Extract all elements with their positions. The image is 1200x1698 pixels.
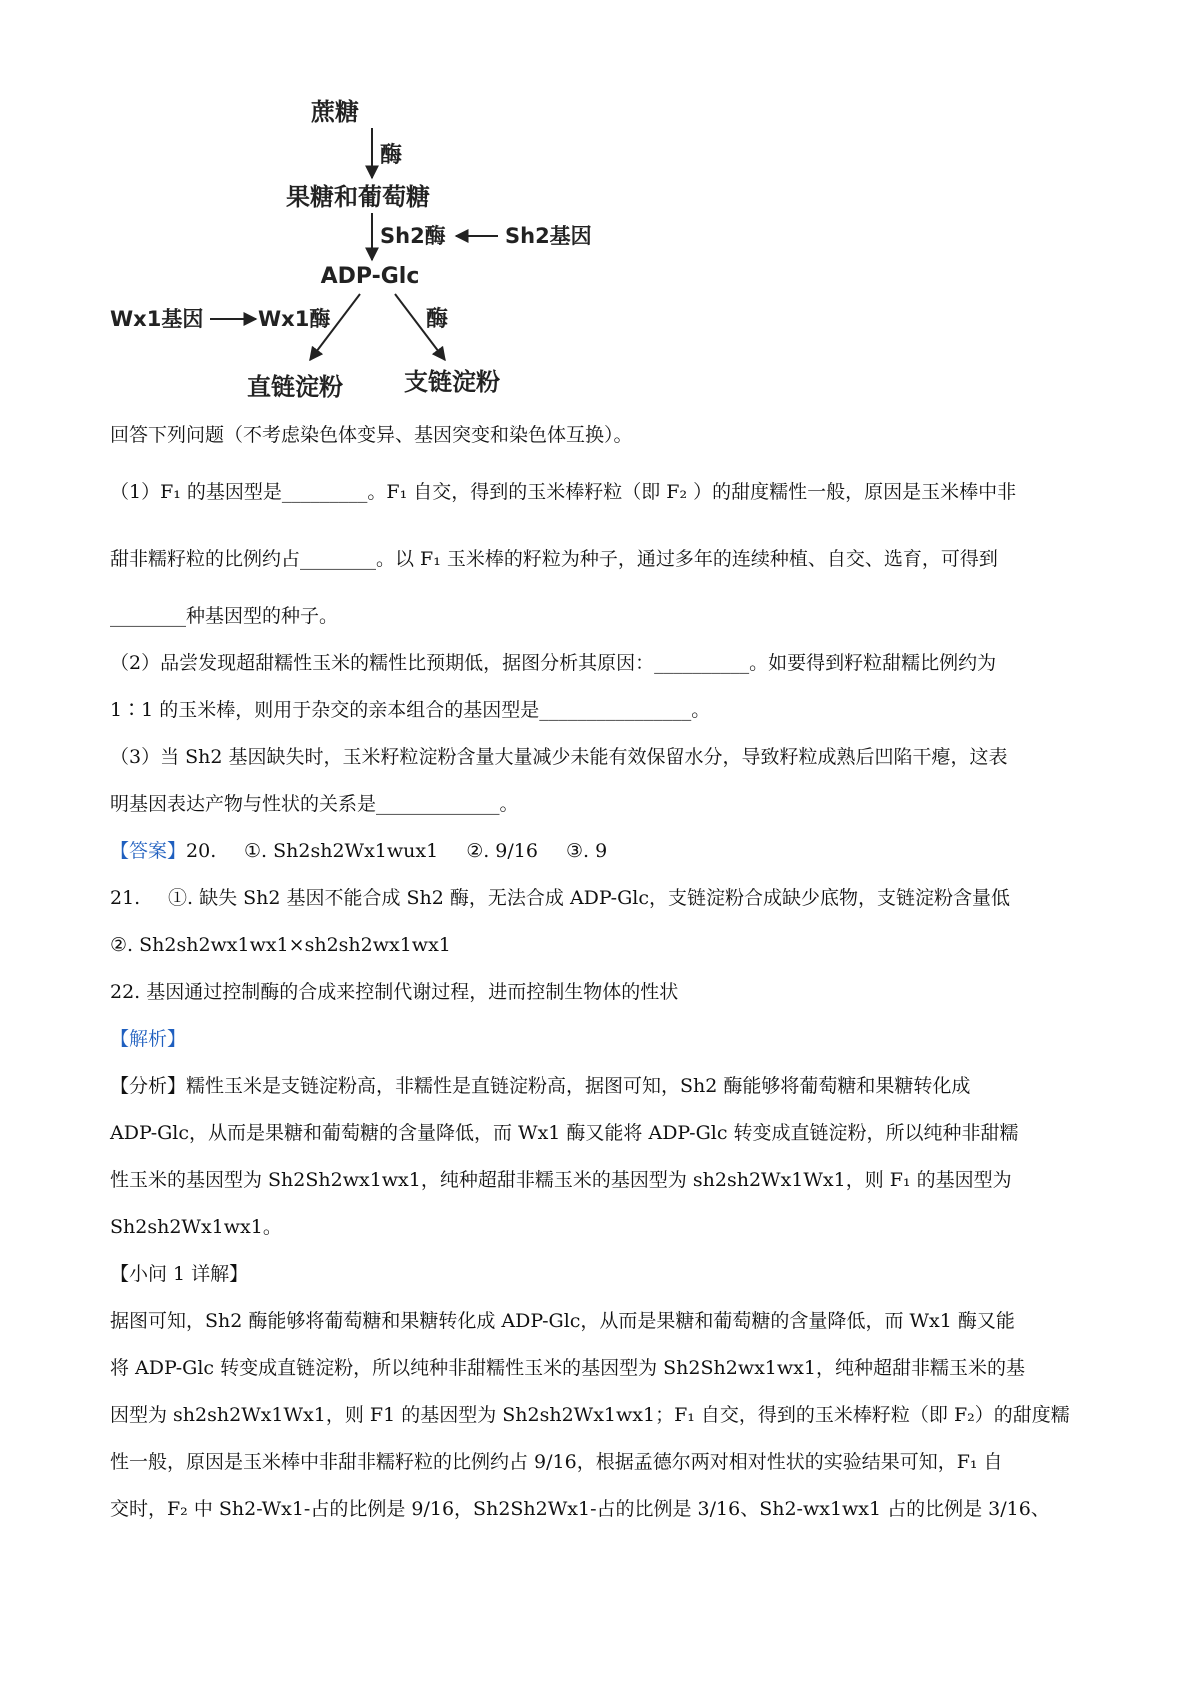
node-amylose: 直链淀粉	[247, 373, 343, 400]
analysis-label: 【解析】	[110, 1028, 187, 1050]
starch-synthesis-pathway-diagram	[0, 0, 620, 400]
detail-line-1: 据图可知，Sh2 酶能够将葡萄糖和果糖转化成 ADP-Glc，从而是果糖和葡萄糖的含量降低，而 Wx1 酶又能	[110, 1310, 1015, 1332]
question-1-line-1: （1）F₁ 的基因型是_________。F₁ 自交，得到的玉米棒籽粒（即 F₂ ）的甜度糯性一般，原因是玉米棒中非	[110, 481, 1017, 503]
analysis-line-4: Sh2sh2Wx1wx1。	[110, 1216, 282, 1238]
detail-line-2: 将 ADP-Glc 转变成直链淀粉，所以纯种非甜糯性玉米的基因型为 Sh2Sh2wx1wx1，纯种超甜非糯玉米的基	[110, 1357, 1025, 1379]
node-wx1-gene: Wx1基因	[110, 307, 204, 331]
node-amylopectin: 支链淀粉	[404, 368, 500, 396]
document-body	[110, 412, 1100, 1533]
answer-20-part-1: ①. Sh2sh2Wx1wux1	[244, 840, 439, 862]
detail-line-4: 性一般，原因是玉米棒中非甜非糯籽粒的比例约占 9/16，根据孟德尔两对相对性状的实验结果可知，F₁ 自	[110, 1451, 1003, 1473]
answer-20-part-2: ②. 9/16	[466, 840, 538, 862]
node-fructose-glucose: 果糖和葡萄糖	[286, 183, 430, 211]
answer-21-part-2: ②. Sh2sh2wx1wx1×sh2sh2wx1wx1	[110, 934, 451, 956]
detail-line-5: 交时，F₂ 中 Sh2-Wx1-占的比例是 9/16，Sh2Sh2Wx1-占的比例是 3/16、Sh2-wx1wx1 占的比例是 3/16、	[110, 1498, 1050, 1520]
analysis-line-1: 【分析】糯性玉米是支链淀粉高，非糯性是直链淀粉高，据图可知，Sh2 酶能够将葡萄糖和果糖转化成	[110, 1075, 971, 1097]
question-2-line-2: 1∶1 的玉米棒，则用于杂交的亲本组合的基因型是________________。	[110, 699, 711, 721]
question-2-line-1: （2）品尝发现超甜糯性玉米的糯性比预期低，据图分析其原因：__________。如要得到籽粒甜糯比例约为	[110, 652, 997, 674]
sub-question-1-label: 【小问 1 详解】	[110, 1263, 249, 1285]
answer-20-number: 20.	[186, 840, 217, 862]
node-sucrose: 蔗糖	[311, 98, 359, 126]
label-enzyme-2: 酶	[426, 307, 449, 332]
question-3-line-2: 明基因表达产物与性状的关系是_____________。	[110, 793, 519, 815]
answer-21-part-1: ①. 缺失 Sh2 基因不能合成 Sh2 酶，无法合成 ADP-Glc，支链淀粉合成缺少底物，支链淀粉含量低	[168, 887, 1010, 909]
analysis-line-2: ADP-Glc，从而是果糖和葡萄糖的含量降低，而 Wx1 酶又能将 ADP-Glc 转变成直链淀粉，所以纯种非甜糯	[110, 1122, 1019, 1144]
label-enzyme-1: 酶	[380, 143, 403, 168]
answer-20-part-3: ③. 9	[565, 840, 608, 862]
answer-20	[110, 828, 1100, 875]
intro-text: 回答下列问题（不考虑染色体变异、基因突变和染色体互换）。	[110, 424, 633, 446]
question-3-line-1: （3）当 Sh2 基因缺失时，玉米籽粒淀粉含量大量减少未能有效保留水分，导致籽粒成熟后凹陷干瘪，这表	[110, 746, 1008, 768]
answer-label: 【答案】	[110, 840, 187, 862]
answer-22: 22. 基因通过控制酶的合成来控制代谢过程，进而控制生物体的性状	[110, 981, 679, 1003]
question-1-line-2: 甜非糯籽粒的比例约占________。以 F₁ 玉米棒的籽粒为种子，通过多年的连续种植、自交、选育，可得到	[110, 548, 998, 570]
label-wx1-enzyme: Wx1酶	[258, 307, 331, 331]
label-sh2-enzyme: Sh2酶	[380, 224, 446, 248]
node-adp-glc: ADP-Glc	[320, 264, 420, 289]
node-sh2-gene: Sh2基因	[505, 224, 592, 248]
detail-line-3: 因型为 sh2sh2Wx1Wx1，则 F1 的基因型为 Sh2sh2Wx1wx1；F₁ 自交，得到的玉米棒籽粒（即 F₂）的甜度糯	[110, 1404, 1070, 1426]
answer-21-number: 21.	[110, 887, 141, 909]
question-1-line-3: ________种基因型的种子。	[110, 605, 339, 627]
analysis-line-3: 性玉米的基因型为 Sh2Sh2wx1wx1，纯种超甜非糯玉米的基因型为 sh2sh2Wx1Wx1，则 F₁ 的基因型为	[110, 1169, 1012, 1191]
answer-21	[110, 875, 1100, 922]
